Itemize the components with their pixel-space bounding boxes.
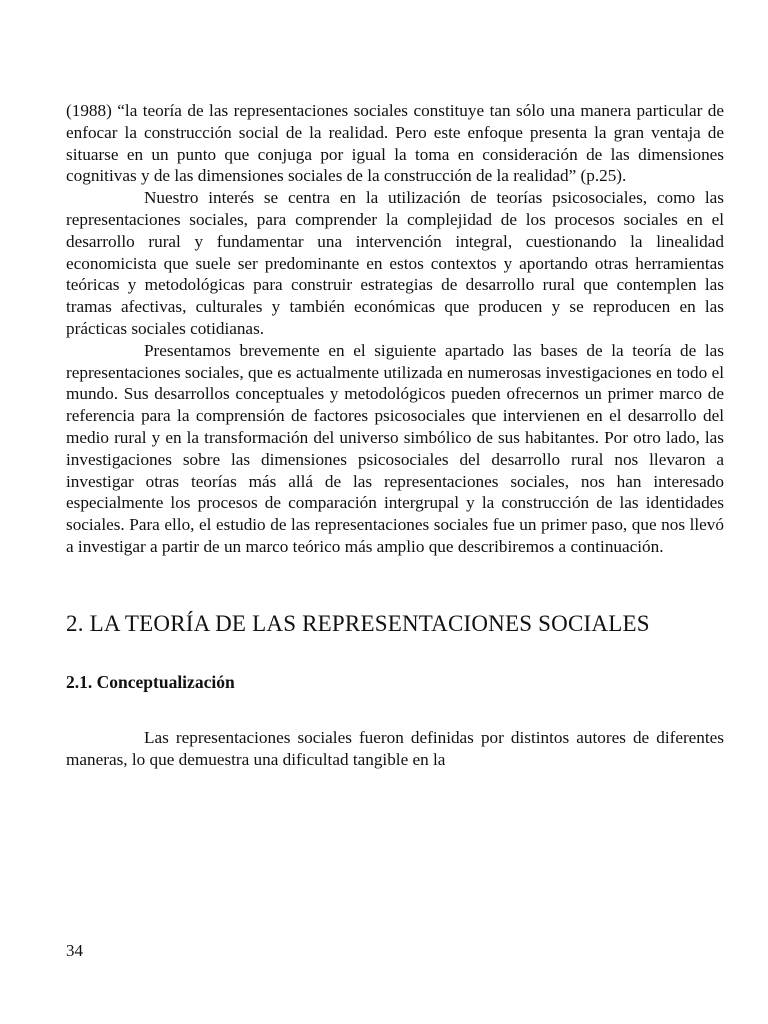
page-number: 34 [66, 941, 83, 960]
paragraph-quote-continuation: (1988) “la teoría de las representaciones sociales constituye tan sólo una manera particular de enfocar la construcción social de la realidad. Pero este enfoque presenta la gran ventaja de situarse en un punto que conjuga por igual la toma en consideración de las dimensiones cognitivas y de las dimensiones sociales de la construcción de la realidad” (p.25). [66, 101, 724, 186]
section-heading: 2. LA TEORÍA DE LAS REPRESENTACIONES SOCIALES [66, 610, 650, 636]
page-body [66, 100, 724, 770]
paragraph-conceptualization: Las representaciones sociales fueron definidas por distintos autores de diferentes maneras, lo que demuestra una dificultad tangible en la [66, 727, 724, 769]
paragraph-interest: Nuestro interés se centra en la utilización de teorías psicosociales, como las representaciones sociales, para comprender la complejidad de los procesos sociales en el desarrollo rural y fundamentar una intervención integral, cuestionando la linealidad economicista que suele ser predominante en estos contextos y aportando otras herramientas teóricas y metodológicas para construir estrategias de desarrollo rural que contemplen las tramas afectivas, culturales y también económicas que producen y se reproducen en las prácticas sociales cotidianas. [66, 188, 724, 338]
subsection-heading: 2.1. Conceptualización [66, 671, 235, 692]
paragraph-overview: Presentamos brevemente en el siguiente apartado las bases de la teoría de las representaciones sociales, que es actualmente utilizada en numerosas investigaciones en todo el mundo. Sus desarrollos conceptuales y metodológicos pueden ofrecernos un primer marco de referencia para la comprensión de factores psicosociales que intervienen en el desarrollo del medio rural y en la transformación del universo simbólico de sus habitantes. Por otro lado, las investigaciones sobre las dimensiones psicosociales del desarrollo rural nos llevaron a investigar otras teorías más allá de las representaciones sociales, nos han interesado especialmente los procesos de comparación intergrupal y la construcción de las identidades sociales. Para ello, el estudio de las representaciones sociales fue un primer paso, que nos llevó a investigar a partir de un marco teórico más amplio que describiremos a continuación. [66, 340, 724, 556]
